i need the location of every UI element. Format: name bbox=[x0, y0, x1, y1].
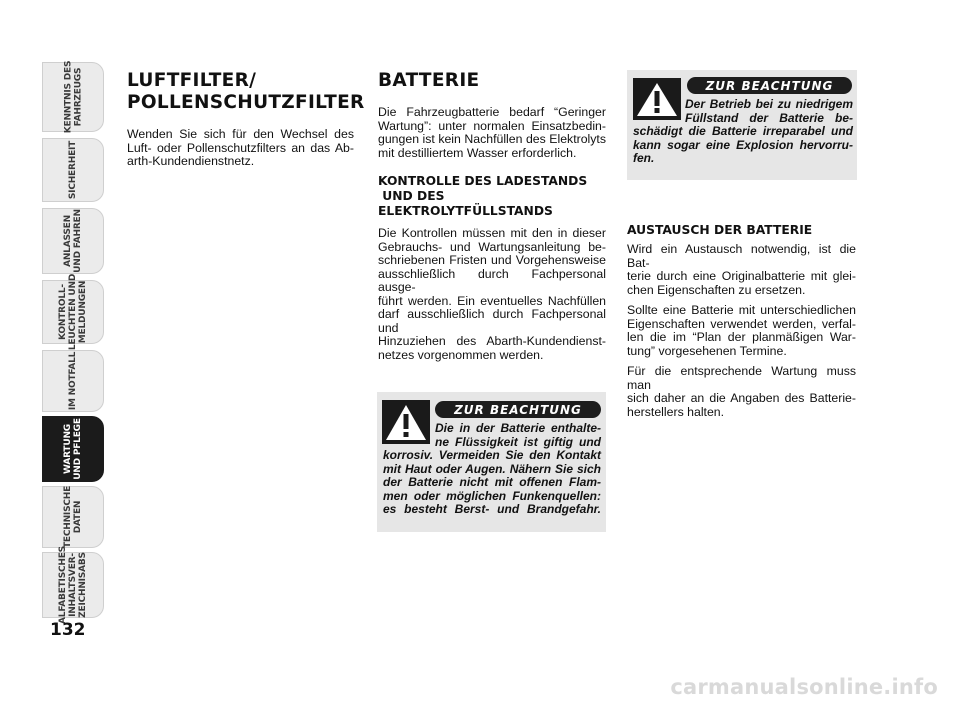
text-line: führt werden. Ein eventuelles Nachfüllen bbox=[378, 293, 606, 308]
warning-text bbox=[633, 98, 853, 166]
warning-line: korrosiv. Vermeiden Sie den Kontakt bbox=[383, 448, 601, 462]
text-line: ausschließlich durch Fachpersonal ausge- bbox=[378, 266, 606, 294]
page-number: 132 bbox=[50, 620, 86, 640]
tab-kontrollleuchten-und-meldungen[interactable] bbox=[42, 273, 104, 351]
column-luftfilter bbox=[127, 70, 365, 169]
text-line: Luft- oder Pollenschutzfilters an das Ab- bbox=[127, 140, 354, 155]
text-line: len die im “Plan der planmäßigen War- bbox=[627, 330, 856, 344]
text-line: Wartung”: unter normalen Einsatzbedin- bbox=[378, 118, 606, 133]
tab-label: SICHERHEIT bbox=[68, 140, 78, 200]
text-line: herstellers halten. bbox=[627, 404, 725, 419]
warning-line: kann sogar eine Explosion hervorru- bbox=[633, 137, 853, 152]
warning-label: ZUR BEACHTUNG bbox=[687, 77, 852, 94]
text-line: Die Fahrzeugbatterie bedarf “Geringer bbox=[378, 105, 606, 119]
heading-line: LUFTFILTER/ bbox=[127, 70, 257, 91]
tab-technische-daten[interactable] bbox=[42, 486, 104, 548]
warning-line: mit Haut oder Augen. Nähern Sie sich bbox=[383, 461, 601, 476]
warning-box-fuellstand bbox=[627, 70, 857, 180]
text-line: arth-Kundendienstnetz. bbox=[127, 154, 255, 168]
warning-label: ZUR BEACHTUNG bbox=[435, 401, 601, 418]
column-batterie bbox=[378, 70, 606, 362]
tab-label: ANLASSEN UND FAHREN bbox=[63, 209, 84, 273]
subheading-line: UND DES bbox=[378, 189, 445, 203]
tab-im-notfall[interactable] bbox=[42, 350, 104, 412]
tab-alfabetisches-inhaltsverzeichnis[interactable] bbox=[42, 546, 104, 624]
tab-label: WARTUNG UND PFLEGE bbox=[63, 418, 84, 480]
warning-line: Füllstand der Batterie be- bbox=[685, 110, 853, 125]
text-line: chen Eigenschaften zu ersetzen. bbox=[627, 282, 806, 297]
subheading-line: ELEKTROLYTFÜLLSTANDS bbox=[378, 204, 553, 218]
text-line: Für die entsprechende Wartung muss man bbox=[627, 364, 856, 392]
text-line: Sollte eine Batterie mit unterschiedlichen bbox=[627, 303, 856, 317]
tab-wartung-und-pflege[interactable] bbox=[42, 416, 104, 482]
paragraph-batterie-intro bbox=[378, 106, 606, 160]
text-line: mit destilliertem Wasser erforderlich. bbox=[378, 145, 577, 160]
text-line: Eigenschaften verwendet werden, verfal- bbox=[627, 316, 856, 331]
text-line: netzes vorgenommen werden. bbox=[378, 347, 544, 362]
warning-line: schädigt die Batterie irreparabel und bbox=[633, 124, 853, 138]
warning-box-electrolyte bbox=[377, 392, 606, 532]
text-line: Gebrauchs- und Wartungsanleitung be- bbox=[378, 239, 606, 254]
text-line: sich daher an die Angaben des Batterie- bbox=[627, 391, 856, 405]
text-line: Wenden Sie sich für den Wechsel des bbox=[127, 127, 354, 141]
warning-line: ne Flüssigkeit ist giftig und bbox=[435, 434, 601, 449]
subheading-austausch: AUSTAUSCH DER BATTERIE bbox=[627, 223, 813, 237]
warning-line: fen. bbox=[633, 151, 655, 165]
text-line: Hinzuziehen des Abarth-Kundendienst- bbox=[378, 334, 606, 348]
paragraph-luftfilter bbox=[127, 128, 354, 169]
tab-label: IM NOTFALL bbox=[68, 351, 78, 411]
tab-label: KONTROLL- LEUCHTEN UND MELDUNGEN bbox=[58, 273, 89, 351]
tab-kenntnis-des-fahrzeugs[interactable] bbox=[42, 62, 104, 132]
warning-text bbox=[383, 422, 601, 517]
warning-line: Die in der Batterie enthalte- bbox=[435, 421, 601, 435]
subheading-line: KONTROLLE DES LADESTANDS bbox=[378, 174, 588, 188]
tab-label: ALFABETISCHES INHALTSVER- ZEICHNISABS bbox=[58, 546, 88, 624]
text-line: Wird ein Austausch notwendig, ist die Bat- bbox=[627, 242, 856, 270]
watermark: carmanualsonline.info bbox=[670, 675, 938, 699]
text-line: darf ausschließlich durch Fachpersonal und bbox=[378, 307, 606, 335]
text-line: tung” vorgesehenen Termine. bbox=[627, 343, 787, 358]
text-line: terie durch eine Originalbatterie mit glei- bbox=[627, 269, 856, 283]
heading-batterie: BATTERIE bbox=[378, 70, 480, 91]
tab-anlassen-und-fahren[interactable] bbox=[42, 208, 104, 274]
heading-line: POLLENSCHUTZFILTER bbox=[127, 92, 365, 113]
paragraph-kontrolle bbox=[378, 227, 606, 362]
paragraph-austausch-1 bbox=[627, 243, 856, 297]
warning-line: der Batterie nicht mit offenen Flam- bbox=[383, 475, 601, 489]
tab-label: TECHNISCHE DATEN bbox=[63, 485, 84, 549]
subheading-kontrolle bbox=[378, 174, 606, 219]
text-line: Die Kontrollen müssen mit den in dieser bbox=[378, 226, 606, 240]
tab-label: KENNTNIS DES FAHRZEUGS bbox=[63, 60, 83, 134]
text-line: gungen ist kein Nachfüllen des Elektrolyts bbox=[378, 132, 606, 146]
paragraph-austausch-2 bbox=[627, 304, 856, 358]
paragraph-austausch-3 bbox=[627, 365, 856, 419]
text-line: schriebenen Fristen und Vorgehensweise bbox=[378, 253, 606, 267]
column-austausch bbox=[627, 223, 856, 419]
warning-line: Der Betrieb bei zu niedrigem bbox=[685, 97, 853, 111]
heading-luftfilter bbox=[127, 70, 365, 114]
warning-line: men oder möglichen Funkenquellen: bbox=[383, 488, 601, 503]
tab-sicherheit[interactable] bbox=[42, 138, 104, 202]
warning-line: es besteht Berst- und Brandgefahr. bbox=[383, 502, 601, 516]
